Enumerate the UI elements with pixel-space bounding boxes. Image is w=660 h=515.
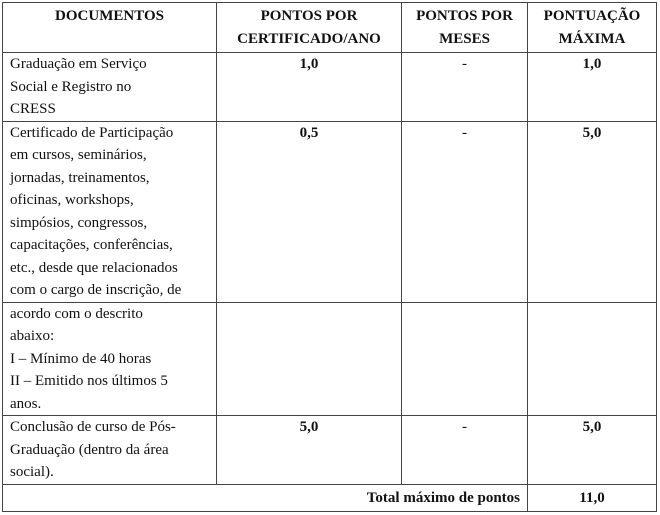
table-row — [3, 416, 657, 485]
header-documentos: DOCUMENTOS — [3, 3, 217, 53]
row-pontuacao-maxima — [528, 302, 657, 416]
table-row — [3, 302, 657, 416]
row-pontos-certificado: 0,5 — [217, 121, 402, 302]
total-row — [3, 484, 657, 512]
row-documento: Conclusão de curso de Pós- Graduação (dentro da área social). — [3, 416, 217, 485]
header-pontuacao-maxima: PONTUAÇÃO MÁXIMA — [528, 3, 657, 53]
row-pontuacao-maxima: 5,0 — [528, 416, 657, 485]
table-row — [3, 121, 657, 302]
row-pontuacao-maxima: 1,0 — [528, 53, 657, 122]
total-label: Total máximo de pontos — [3, 484, 528, 512]
row-documento: Certificado de Participação em cursos, seminários, jornadas, treinamentos, oficinas, workshops, simpósios, congressos, capacitações, conferências, etc., desde que relacionados com o cargo de inscrição, de — [3, 121, 217, 302]
row-pontos-meses: - — [402, 121, 528, 302]
table-row — [3, 53, 657, 122]
row-pontos-meses — [402, 302, 528, 416]
header-pontos-meses: PONTOS POR MESES — [402, 3, 528, 53]
row-pontuacao-maxima: 5,0 — [528, 121, 657, 302]
row-pontos-meses: - — [402, 416, 528, 485]
row-documento: acordo com o descrito abaixo: I – Mínimo de 40 horas II – Emitido nos últimos 5 anos. — [3, 302, 217, 416]
header-pontos-certificado: PONTOS POR CERTIFICADO/ANO — [217, 3, 402, 53]
row-pontos-meses: - — [402, 53, 528, 122]
row-documento: Graduação em Serviço Social e Registro no CRESS — [3, 53, 217, 122]
score-table — [2, 2, 657, 512]
total-value: 11,0 — [528, 484, 657, 512]
row-pontos-certificado — [217, 302, 402, 416]
row-pontos-certificado: 1,0 — [217, 53, 402, 122]
row-pontos-certificado: 5,0 — [217, 416, 402, 485]
header-row — [3, 3, 657, 53]
